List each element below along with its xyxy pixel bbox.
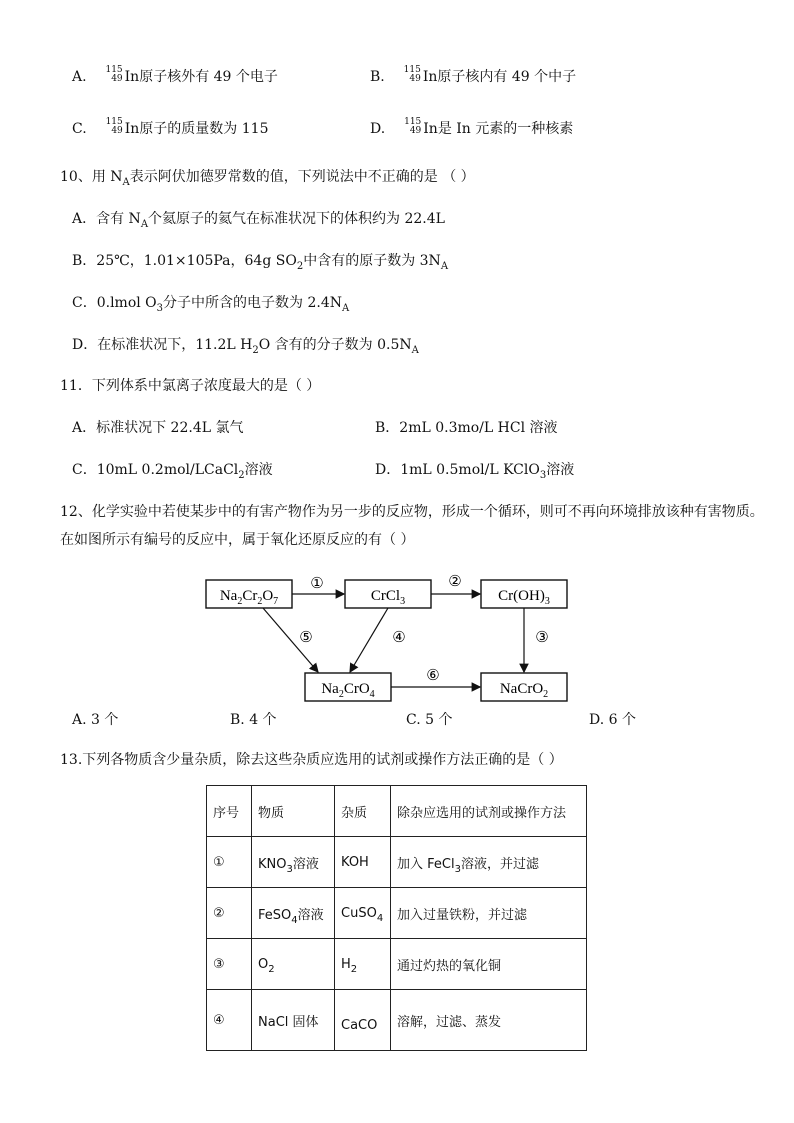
option-text: In原子的质量数为 115	[124, 121, 269, 137]
table-header-row	[207, 786, 587, 837]
table-row	[207, 888, 587, 939]
isotope-notation: 115 49	[105, 117, 123, 136]
isotope-notation: 115 49	[105, 65, 123, 84]
impurity-cell: CaCO	[335, 990, 391, 1051]
node-na2cr2o7: $Na_2Cr_2O_7$	[219, 588, 279, 607]
header-cell: 除杂应选用的试剂或操作方法	[391, 786, 587, 837]
q12-option-b: B. 4 个	[230, 712, 277, 728]
option-text: In是 In 元素的一种核素	[423, 121, 574, 137]
arrow-label-5: ⑤	[299, 628, 313, 646]
substance-cell: $KNO_3$溶液	[252, 837, 335, 888]
method-cell: 通过灼热的氧化铜	[391, 939, 587, 990]
node-nacro2: NaCrO$_2$	[499, 681, 549, 700]
q11-option-d: D．1mL 0.5mol/L KClO$_3$溶液	[375, 462, 575, 481]
method-cell: 溶解，过滤、蒸发	[391, 990, 587, 1051]
q9-option-c	[72, 119, 268, 139]
q12-stem-line2: 在如图所示有编号的反应中，属于氧化还原反应的有（ ）	[60, 532, 415, 548]
row-number: ③	[207, 939, 252, 990]
option-letter: C.	[72, 121, 87, 137]
row-number: ②	[207, 888, 252, 939]
table-row	[207, 990, 587, 1051]
method-cell: 加入过量铁粉，并过滤	[391, 888, 587, 939]
header-cell: 物质	[252, 786, 335, 837]
q9-option-b	[370, 67, 576, 87]
q10-option-c: C．0.lmol $O_3$分子中所含的电子数为 $2.4N_A$	[72, 295, 350, 314]
arrow-label-6: ⑥	[426, 666, 440, 684]
impurity-cell: $H_2$	[335, 939, 391, 990]
row-number: ④	[207, 990, 252, 1051]
impurity-cell: KOH	[335, 837, 391, 888]
substance-cell: FeSO$_4$溶液	[252, 888, 335, 939]
q12-stem-line1: 12、化学实验中若使某步中的有害产物作为另一步的反应物，形成一个循环，则可不再向环境排放该种有害物质。	[60, 504, 764, 520]
table-row	[207, 939, 587, 990]
node-croh3: $Cr(OH)_3$	[498, 588, 550, 607]
option-letter: D.	[370, 121, 386, 137]
q11-stem: 11．下列体系中氯离子浓度最大的是（ ）	[60, 378, 321, 394]
arrow-label-3: ③	[535, 628, 549, 646]
q11-option-a: A．标准状况下 22.4L 氯气	[72, 420, 244, 436]
q10-option-a: A．含有 $N_A$个氦原子的氦气在标准状况下的体积约为 22.4L	[72, 211, 445, 230]
option-text: In原子核外有 49 个电子	[124, 69, 278, 85]
node-crcl3: CrCl$_3$	[370, 588, 406, 607]
q10-option-b: B．25℃，1.01×105Pa，64g $SO_2$中含有的原子数为 $3N_A$	[72, 253, 449, 272]
q9-option-d	[370, 119, 573, 139]
q12-option-d: D. 6 个	[589, 712, 636, 728]
option-text: In原子核内有 49 个中子	[422, 69, 577, 85]
q10-option-d: D．在标准状况下，11.2L $H_2O$ 含有的分子数为 $0.5N_A$	[72, 337, 419, 356]
reaction-cycle-diagram	[200, 568, 580, 708]
header-cell: 序号	[207, 786, 252, 837]
isotope-notation: 115 49	[404, 117, 422, 136]
q12-option-c: C. 5 个	[406, 712, 453, 728]
header-cell: 杂质	[335, 786, 391, 837]
arrow-label-2: ②	[448, 572, 462, 590]
arrow-label-4: ④	[392, 628, 406, 646]
impurity-cell: CuSO$_4$	[335, 888, 391, 939]
impurity-table	[206, 785, 587, 1051]
method-cell: 加入 FeCl$_3$溶液，并过滤	[391, 837, 587, 888]
q13-stem: 13.下列各物质含少量杂质，除去这些杂质应选用的试剂或操作方法正确的是（ ）	[60, 752, 563, 768]
q11-option-c: C．10mL 0.2mol/LCaCl$_2$溶液	[72, 462, 273, 481]
arrow-label-1: ①	[310, 574, 324, 592]
option-letter: A.	[72, 69, 87, 85]
node-na2cro4: $Na_2CrO_4$	[321, 681, 375, 700]
isotope-notation: 115 49	[403, 65, 421, 84]
substance-cell: NaCl 固体	[252, 990, 335, 1051]
option-letter: B.	[370, 69, 385, 85]
arrow-4	[350, 608, 388, 672]
substance-cell: $O_2$	[252, 939, 335, 990]
row-number: ①	[207, 837, 252, 888]
table-row	[207, 837, 587, 888]
q9-option-a	[72, 67, 278, 87]
q11-option-b: B．2mL 0.3mo/L HCl 溶液	[375, 420, 558, 436]
q10-stem: 10、用 $N_A$表示阿伏加德罗常数的值，下列说法中不正确的是 （ ）	[60, 169, 475, 188]
q12-option-a: A. 3 个	[72, 712, 119, 728]
